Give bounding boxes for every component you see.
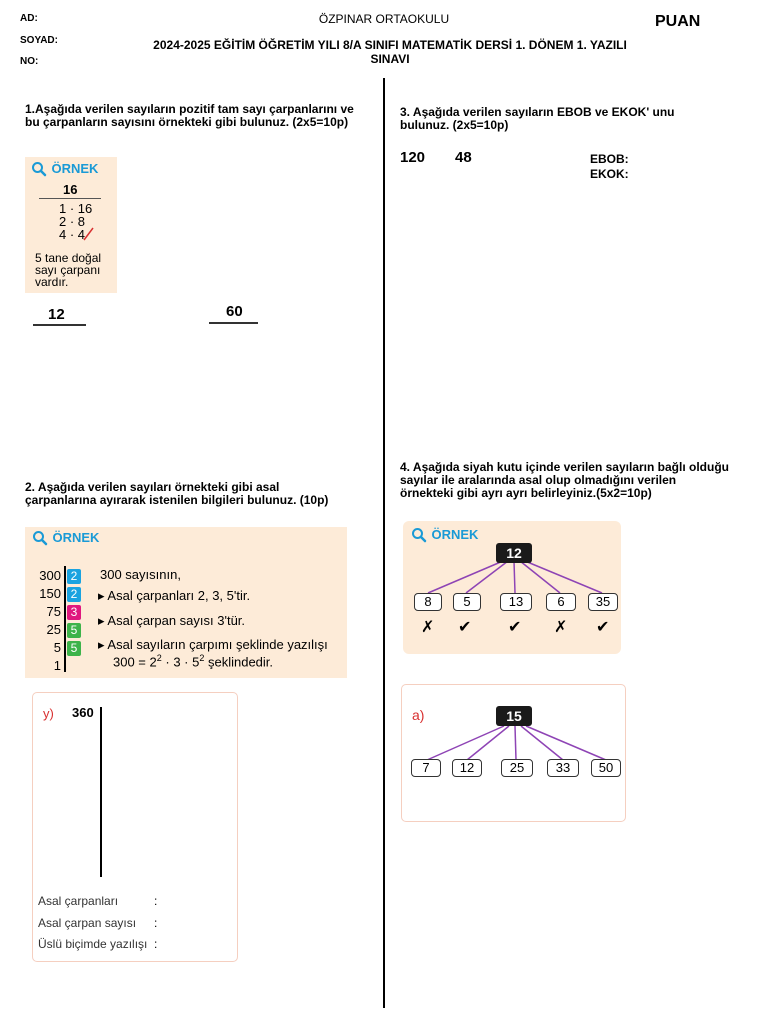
formula-part: şeklindedir. [204, 654, 274, 670]
field-colon: : [154, 916, 158, 930]
q2-example-box [25, 527, 347, 678]
check-mark: ✔ [458, 619, 472, 636]
divisor-chip: 3 [67, 605, 81, 620]
target-number: 50 [591, 759, 621, 777]
ladder-number: 25 [46, 622, 61, 637]
q1-underline [33, 324, 86, 326]
check-mark: ✔ [508, 619, 522, 636]
target-number: 33 [547, 759, 579, 777]
cross-mark: ✗ [421, 619, 435, 636]
ladder-number: 300 [39, 568, 61, 583]
q4-example-box [403, 521, 621, 654]
task-letter: a) [412, 707, 425, 723]
source-number: 15 [496, 706, 532, 726]
factor-row: 4 · 4 [59, 227, 86, 242]
example-rule [39, 198, 101, 199]
q1-underline [209, 322, 258, 324]
target-number: 7 [411, 759, 441, 777]
q1-number-60: 60 [226, 303, 243, 320]
bullet-text: Asal çarpan sayısı 3'tür. [107, 613, 246, 628]
school-name: ÖZPINAR ORTAOKULU [318, 12, 450, 26]
ladder-number: 1 [53, 658, 61, 673]
strike-mark [83, 227, 95, 241]
ladder-number: 150 [39, 586, 61, 601]
example-number: 16 [63, 182, 78, 197]
factor-row: 1 · 16 [59, 201, 93, 216]
q4-task-box [401, 684, 626, 822]
formula-exponent: 2 [199, 653, 205, 663]
formula-part: 300 = 2 [113, 654, 157, 670]
ad-label: AD: [20, 13, 38, 24]
divisor-chip: 2 [67, 587, 81, 602]
soyad-label: SOYAD: [20, 35, 58, 46]
question-3-text: 3. Aşağıda verilen sayıların EBOB ve EKOK' unu bulunuz. (2x5=10p) [400, 105, 675, 132]
ebob-label: EBOB: [590, 152, 629, 166]
field-colon: : [154, 937, 158, 951]
ladder-numbers [33, 567, 61, 675]
divisor-chip: 5 [67, 641, 81, 656]
ladder-line [100, 707, 102, 877]
target-number: 12 [452, 759, 482, 777]
q1-example-header [31, 160, 98, 178]
factor-row: 2 · 8 [59, 214, 86, 229]
question-2-text: 2. Aşağıda verilen sayıları örnekteki gibi asal çarpanlarına ayırarak istenilen bilgileri bulunuz. (10p) [25, 480, 329, 507]
divisor-chip: 5 [67, 623, 81, 638]
check-mark: ✔ [596, 619, 610, 636]
divisor-chip: 2 [67, 569, 81, 584]
question-4-text: 4. Aşağıda siyah kutu içinde verilen sayıların bağlı olduğu sayılar ile aralarında asal olup olmadığını verilen örnekteki gibi ayrı ayrı belirleyiniz.(5x2=10p) [400, 460, 729, 500]
formula-part: · 3 · 5 [161, 654, 200, 670]
task-number: 360 [72, 705, 94, 720]
target-number: 6 [546, 593, 576, 611]
example-label: ÖRNEK [52, 530, 100, 545]
task-letter: y) [43, 706, 54, 721]
cross-mark: ✗ [554, 619, 568, 636]
ladder-number: 5 [53, 640, 61, 655]
formula-exponent: 2 [156, 653, 162, 663]
ladder-line [64, 566, 66, 672]
target-number: 5 [453, 593, 481, 611]
ladder-number: 75 [46, 604, 61, 619]
score-label: PUAN [655, 13, 701, 30]
search-icon [31, 161, 47, 177]
example-heading: 300 sayısının, [100, 567, 181, 582]
field-label: Asal çarpan sayısı [38, 916, 137, 930]
q2-task-box [32, 692, 238, 962]
field-label: Asal çarpanları [38, 894, 119, 908]
example-bullet: ▸ Asal çarpanları 2, 3, 5'tir. [98, 588, 251, 603]
column-divider [383, 78, 385, 1008]
field-label: Üslü biçimde yazılışı [38, 937, 148, 951]
no-label: NO: [20, 56, 39, 67]
q1-example-box [25, 157, 117, 293]
target-number: 13 [500, 593, 532, 611]
search-icon [32, 530, 48, 546]
q2-example-header [32, 529, 99, 547]
q1-number-12: 12 [48, 306, 65, 323]
source-number: 12 [496, 543, 532, 563]
q3-number: 48 [455, 149, 472, 166]
example-bullet: ▸ Asal çarpan sayısı 3'tür. [98, 613, 246, 628]
ladder-divisors [67, 567, 81, 657]
example-note: 5 tane doğal sayı çarpanı vardır. [35, 251, 102, 289]
ekok-label: EKOK: [590, 167, 629, 181]
bullet-text: Asal çarpanları 2, 3, 5'tir. [107, 588, 251, 603]
example-label: ÖRNEK [431, 527, 479, 542]
target-number: 25 [501, 759, 533, 777]
field-colon: : [154, 894, 158, 908]
question-1-text: 1.Aşağıda verilen sayıların pozitif tam sayı çarpanlarını ve bu çarpanların sayısını örnekteki gibi bulunuz. (2x5=10p) [25, 102, 354, 129]
target-number: 8 [414, 593, 442, 611]
example-bullet: ▸ Asal sayıların çarpımı şeklinde yazılışı [98, 637, 328, 652]
bullet-text: Asal sayıların çarpımı şeklinde yazılışı [107, 637, 328, 652]
exam-title: 2024-2025 EĞİTİM ÖĞRETİM YILI 8/A SINIFI MATEMATİK DERSİ 1. DÖNEM 1. YAZILI SINAVI [153, 38, 627, 66]
example-label: ÖRNEK [51, 161, 99, 176]
q3-number: 120 [400, 149, 426, 166]
example-formula [113, 653, 273, 669]
target-number: 35 [588, 593, 618, 611]
